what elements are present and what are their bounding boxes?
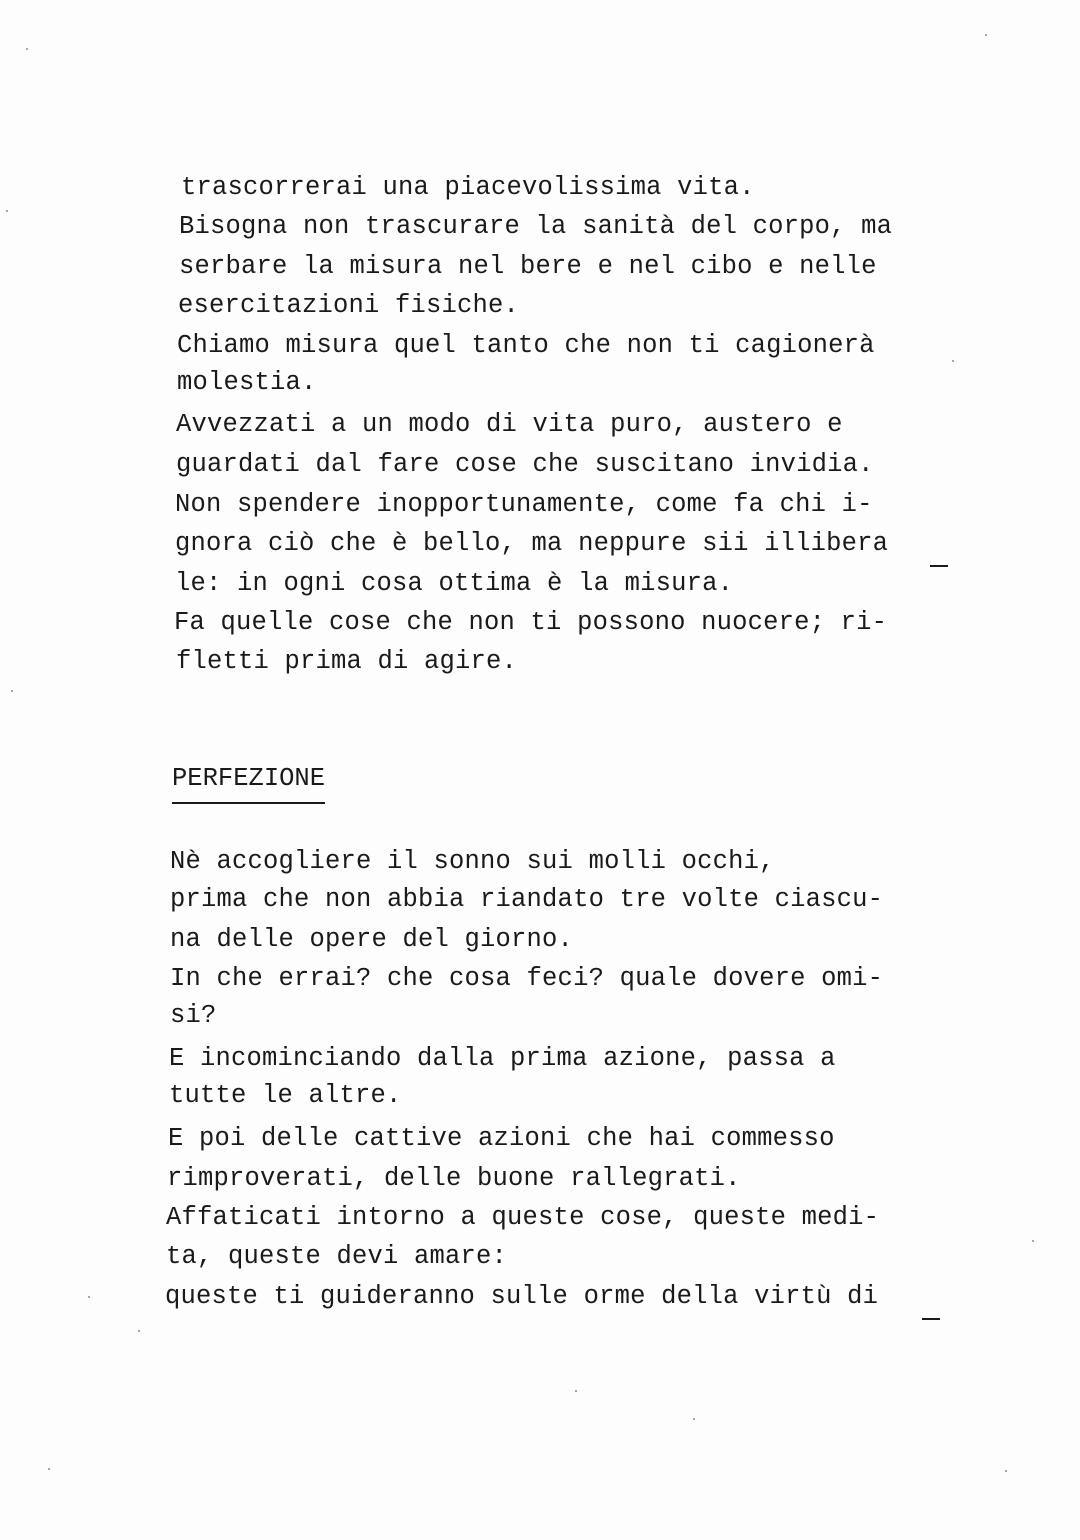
- text-line: E incominciando dalla prima azione, passa a: [169, 1044, 836, 1073]
- text-line: rimproverati, delle buone rallegrati.: [167, 1164, 741, 1193]
- text-line: guardati dal fare cose che suscitano invidia.: [176, 450, 874, 479]
- text-line: Chiamo misura quel tanto che non ti cagionerà: [177, 331, 875, 360]
- text-line: fletti prima di agire.: [176, 647, 518, 676]
- text-line: Bisogna non trascurare la sanità del corpo, ma: [179, 212, 893, 241]
- text-line: Nè accogliere il sonno sui molli occhi,: [170, 847, 775, 876]
- scan-speck: [952, 360, 954, 362]
- text-line: In che errai? che cosa feci? quale dovere omi-: [170, 964, 884, 993]
- hyphenation-mark: [922, 1318, 940, 1320]
- text-line: E poi delle cattive azioni che hai commesso: [168, 1124, 835, 1153]
- text-line: na delle opere del giorno.: [170, 925, 574, 954]
- text-line: Fa quelle cose che non ti possono nuocere; ri-: [174, 608, 888, 637]
- text-line: gnora ciò che è bello, ma neppure sii illibera: [175, 529, 889, 558]
- text-line: tutte le altre.: [169, 1081, 402, 1110]
- scan-speck: [11, 690, 13, 692]
- text-line: Non spendere inopportunamente, come fa chi i-: [175, 490, 873, 519]
- text-line: si?: [170, 1001, 217, 1030]
- scan-speck: [575, 1390, 577, 1392]
- text-line: trascorrerai una piacevolissima vita.: [181, 173, 755, 202]
- scan-speck: [985, 34, 987, 36]
- scan-speck: [693, 1418, 695, 1420]
- scan-speck: [138, 1330, 140, 1332]
- text-line: prima che non abbia riandato tre volte ciascu-: [170, 885, 884, 914]
- text-line: queste ti guideranno sulle orme della virtù di: [165, 1282, 879, 1311]
- text-line: esercitazioni fisiche.: [178, 291, 520, 320]
- scan-speck: [6, 210, 8, 212]
- section-heading: PERFEZIONE: [172, 766, 325, 804]
- text-line: molestia.: [177, 368, 317, 397]
- text-line: Avvezzati a un modo di vita puro, austero e: [176, 410, 843, 439]
- hyphenation-mark: [930, 565, 948, 567]
- text-line: Affaticati intorno a queste cose, queste medi-: [166, 1203, 880, 1232]
- scan-speck: [1005, 1470, 1007, 1472]
- scan-speck: [1032, 1240, 1034, 1242]
- scan-speck: [48, 1468, 50, 1470]
- text-line: ta, queste devi amare:: [166, 1242, 508, 1271]
- scan-speck: [88, 1296, 90, 1298]
- scan-speck: [26, 48, 28, 50]
- text-line: serbare la misura nel bere e nel cibo e nelle: [179, 252, 877, 281]
- text-line: le: in ogni cosa ottima è la misura.: [175, 569, 734, 598]
